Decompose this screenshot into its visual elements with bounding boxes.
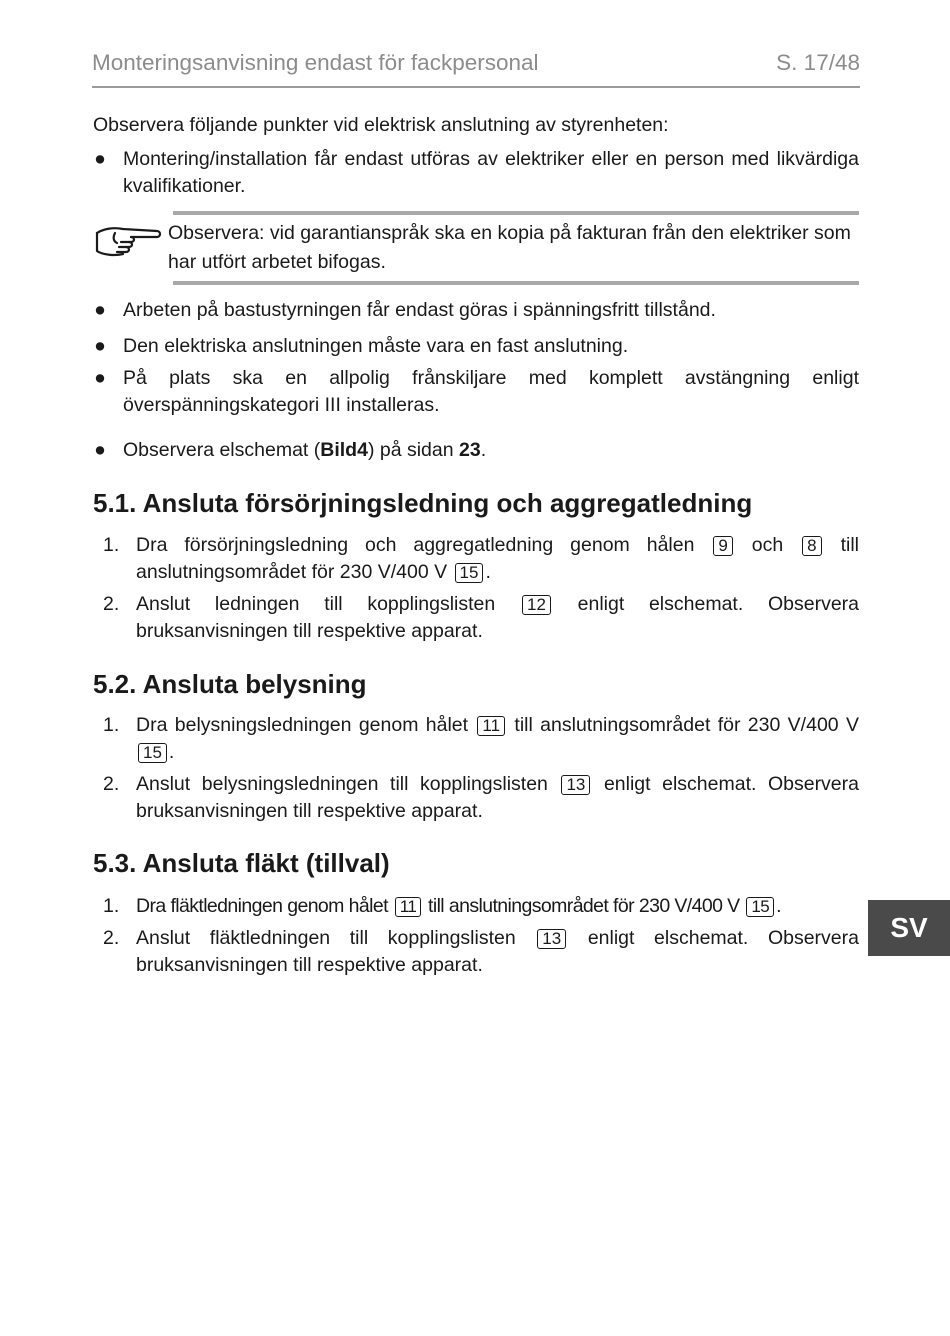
note-divider-bottom — [173, 281, 859, 285]
component-number: 13 — [561, 775, 590, 795]
note-divider-top — [173, 211, 859, 215]
page-number: S. 17/48 — [776, 50, 860, 75]
bullet-icon: ● — [94, 148, 106, 170]
bullet-text: Arbeten på bastustyrningen får endast göras i spänningsfritt tillstånd. — [123, 299, 716, 321]
note-text: Observera: vid garantianspråk ska en kopia på fakturan från den elektriker som har utfört arbetet bifogas. — [168, 222, 851, 273]
bullet-text: Montering/installation får endast utföras av elektriker eller en person med likvärdiga kvalifikationer. — [123, 148, 859, 197]
bullet-text: Den elektriska anslutningen måste vara en fast anslutning. — [123, 335, 629, 357]
component-number: 15 — [746, 897, 774, 917]
note-box — [93, 211, 859, 285]
component-number: 11 — [395, 897, 421, 917]
bullet-icon: ● — [94, 335, 106, 357]
section-heading: 5.1. Ansluta försörjningsledning och aggregatledning — [93, 488, 753, 518]
bullet-icon: ● — [94, 439, 106, 461]
pointing-hand-icon — [93, 221, 163, 259]
component-number: 11 — [477, 716, 505, 736]
component-number: 15 — [455, 563, 484, 583]
bullet-icon: ● — [94, 299, 106, 321]
section-heading: 5.3. Ansluta fläkt (tillval) — [93, 848, 390, 878]
component-number: 12 — [522, 595, 551, 615]
page-header — [92, 50, 860, 88]
header-title: Monteringsanvisning endast för fackpersonal — [92, 50, 539, 75]
language-tab: SV — [868, 900, 950, 956]
component-number: 15 — [138, 743, 167, 763]
bullet-text: Observera elschemat (Bild4) på sidan 23. — [123, 439, 487, 461]
component-number: 9 — [713, 536, 732, 556]
section-heading: 5.2. Ansluta belysning — [93, 669, 367, 699]
figure-reference: Bild4 — [320, 439, 368, 461]
component-number: 8 — [802, 536, 821, 556]
intro-text: Observera följande punkter vid elektrisk anslutning av styrenheten: — [93, 114, 669, 136]
bullet-text: På plats ska en allpolig frånskiljare med komplett avstängning enligt överspänningskategori III installeras. — [123, 367, 859, 416]
page-reference: 23 — [459, 439, 481, 461]
component-number: 13 — [537, 929, 566, 949]
bullet-icon: ● — [94, 367, 106, 389]
